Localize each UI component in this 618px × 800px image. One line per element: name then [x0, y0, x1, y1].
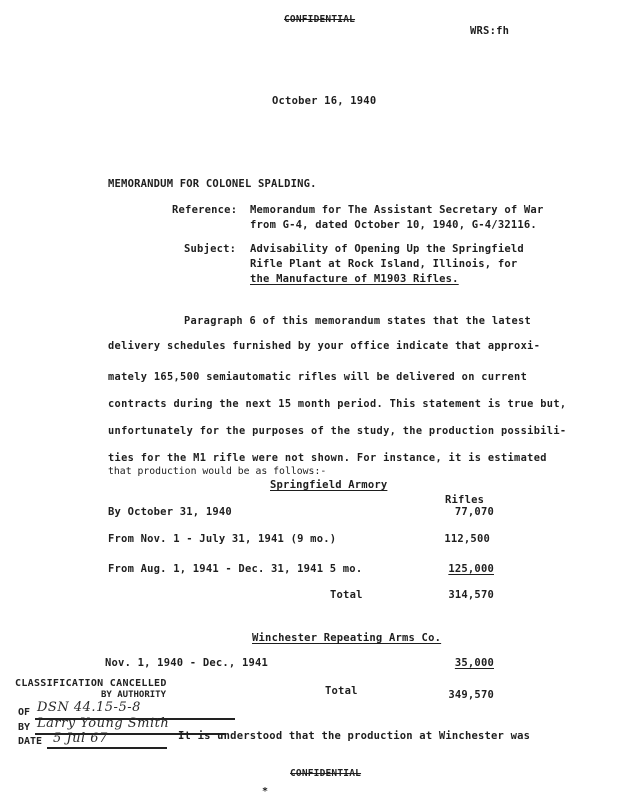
subject-line-1: Advisability of Opening Up the Springfield [250, 243, 524, 255]
stamp-by-authority: BY AUTHORITY [101, 690, 167, 700]
paragraph-line-4: contracts during the next 15 month period. This statement is true but, [108, 398, 567, 410]
stamp-of-label: OF [18, 707, 31, 718]
winchester-total-label: Total [325, 685, 358, 697]
stamp-date-line [47, 747, 167, 749]
springfield-row-label: From Aug. 1, 1941 - Dec. 31, 1941 5 mo. [108, 563, 363, 575]
winchester-total-value: 349,570 [448, 689, 494, 701]
springfield-heading: Springfield Armory [270, 479, 388, 491]
winchester-row-value: 35,000 [454, 657, 494, 669]
springfield-row-label: From Nov. 1 - July 31, 1941 (9 mo.) [108, 533, 337, 545]
reference-line-1: Memorandum for The Assistant Secretary of War [250, 204, 544, 216]
rifles-column-header: Rifles [445, 494, 485, 506]
springfield-row-value: 125,000 [448, 563, 494, 575]
paragraph-line-2: delivery schedules furnished by your office indicate that approxi- [108, 340, 541, 352]
classification-header: CONFIDENTIAL [284, 14, 356, 25]
stamp-title: CLASSIFICATION CANCELLED [15, 678, 167, 689]
paragraph-line-3: mately 165,500 semiautomatic rifles will be delivered on current [108, 371, 528, 383]
springfield-row-value: 112,500 [444, 533, 490, 545]
memo-date: October 16, 1940 [272, 95, 377, 107]
reference-line-2: from G-4, dated October 10, 1940, G-4/32116. [250, 219, 537, 231]
winchester-heading: Winchester Repeating Arms Co. [252, 632, 442, 644]
springfield-row-value: 77,070 [454, 506, 494, 518]
stamp-handwriting-date: 5 Jul 67 [53, 731, 108, 746]
stamp-handwriting-of: DSN 44.15-5-8 [37, 700, 141, 715]
springfield-total-label: Total [330, 589, 363, 601]
reference-label: Reference: [172, 204, 238, 216]
stamp-by-label: BY [18, 722, 31, 733]
paragraph-line-6: ties for the M1 rifle were not shown. For instance, it is estimated [108, 452, 547, 464]
classification-footer: CONFIDENTIAL [290, 768, 362, 779]
subject-line-2: Rifle Plant at Rock Island, Illinois, for [250, 258, 518, 270]
subject-label: Subject: [184, 243, 237, 255]
springfield-total-value: 314,570 [448, 589, 494, 601]
subject-line-3: the Manufacture of M1903 Rifles. [250, 273, 459, 285]
stamp-handwriting-by: Larry Young Smith [37, 716, 170, 731]
paragraph-tail: that production would be as follows:- [108, 466, 327, 477]
paragraph-line-1: Paragraph 6 of this memorandum states that the latest [184, 315, 532, 327]
winchester-row-label: Nov. 1, 1940 - Dec., 1941 [105, 657, 269, 669]
closing-line: It is understood that the production at Winchester was [178, 730, 531, 742]
stamp-date-label: DATE [18, 736, 43, 747]
footer-mark: * [262, 786, 269, 797]
memo-addressee: MEMORANDUM FOR COLONEL SPALDING. [108, 178, 317, 190]
springfield-row-label: By October 31, 1940 [108, 506, 232, 518]
initials: WRS:fh [470, 25, 510, 37]
paragraph-line-5: unfortunately for the purposes of the study, the production possibili- [108, 425, 567, 437]
